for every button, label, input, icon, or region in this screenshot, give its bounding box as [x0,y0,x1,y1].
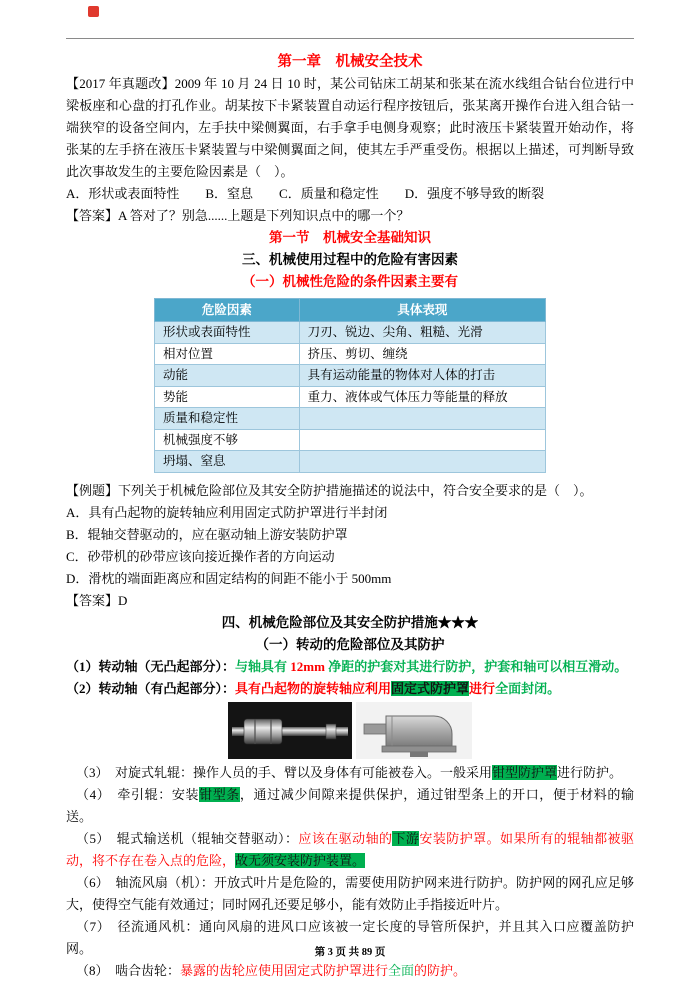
table-cell: 动能 [155,365,300,387]
header-divider [66,38,634,39]
protection-item-5 [66,828,634,872]
table-row [155,322,546,344]
table-cell: 相对位置 [155,343,300,365]
protection-item-8 [66,960,634,982]
table-row [155,365,546,387]
item8-label: （8） 啮合齿轮： [76,962,181,978]
table-cell: 机械强度不够 [155,429,300,451]
example-option-b: B．辊轴交替驱动的，应在驱动轴上游安装防护罩 [66,526,348,542]
item2-text-3: 全面封闭。 [495,680,561,696]
item8-text-2: 的防护。 [414,962,467,978]
item5-highlight: 下游 [392,830,420,846]
table-cell: 质量和稳定性 [155,408,300,430]
table-header-manifestation: 具体表现 [299,299,545,322]
item1-label: （1）转动轴（无凸起部分）： [66,658,236,674]
table-cell: 刀刃、锐边、尖角、粗糙、光滑 [299,322,545,344]
table-cell: 坍塌、窒息 [155,451,300,473]
table-cell [299,429,545,451]
item3-text: （3） 对旋式轧辊：操作人员的手、臂以及身体有可能被卷入。一般采用 [76,764,493,780]
page-number: 第 3 页 共 89 页 [314,947,386,958]
item8-text: 暴露的齿轮应使用固定式防护罩进行 [180,962,389,978]
table-cell [299,451,545,473]
topic3-subheading: （一）机械性危险的条件因素主要有 [242,274,458,289]
figures-row [66,702,634,759]
table-row [155,386,546,408]
item1-12mm: 12mm [290,658,325,674]
exam-2017-options: A．形状或表面特性 B．窒息 C．质量和稳定性 D．强度不够导致的断裂 [66,186,545,201]
protection-item-3 [66,762,634,784]
item4-highlight: 钳型条 [199,786,240,802]
item3-highlight: 钳型防护罩 [492,764,558,780]
section-title: 第一节 机械安全基础知识 [269,230,431,245]
table-row [155,429,546,451]
item3-text-2: 进行防护。 [557,764,623,780]
header-logo-mark [88,6,99,17]
protection-item-2 [66,678,634,700]
table-cell: 挤压、剪切、缠绕 [299,343,545,365]
chapter-title: 第一章 机械安全技术 [277,54,423,70]
topic4-subheading: （一）转动的危险部位及其防护 [255,636,445,652]
table-row [155,343,546,365]
protection-item-4 [66,784,634,828]
protection-item-1 [66,656,634,678]
item2-text: 具有凸起物的旋转轴应利用 [235,680,392,696]
exam-2017-stem: 【2017 年真题改】2009 年 10 月 24 日 10 时，某公司钻床工胡某和张某在流水线组合钻台位进行中梁板座和心盘的打孔作业。胡某按下卡紧装置自动运行程序按钮后，张某离开操作台进入组合钻一端狭窄的设备空间内，左手扶中梁侧翼面，右手拿手电侧身观察；此时液压卡紧装置开始动作，将张某的左手挤在液压卡紧装置与中梁侧翼面之间，使其左手严重受伤。根据以上描述，可判断导致此次事故发生的主要危险因素是（ ）。 [66,76,634,179]
item4-text: （4） 牵引辊：安装 [76,786,200,802]
item4-text-2: ，通过减少间隙来提供保护，通过钳型条上的开口，便于材料的输送。 [66,786,634,824]
table-cell: 形状或表面特性 [155,322,300,344]
exam-2017-answer: 【答案】A 答对了？别急......上题是下列知识点中的哪一个？ [66,208,410,223]
hazard-factor-table [154,298,546,473]
rotating-shaft-photo [228,702,352,759]
table-row [155,408,546,430]
example-answer: 【答案】D [66,592,128,608]
example-option-c: C．砂带机的砂带应该向接近操作者的方向运动 [66,548,335,564]
item5-highlight-2: 故无须安装防护装置。 [235,852,366,868]
example-option-d: D．滑枕的端面距离应和固定结构的间距不能小于 500mm [66,570,392,586]
topic4-heading: 四、机械危险部位及其安全防护措施★★★ [221,614,479,630]
table-cell: 具有运动能量的物体对人体的打击 [299,365,545,387]
example-stem: 【例题】下列关于机械危险部位及其安全防护措施描述的说法中，符合安全要求的是（ ）。 [66,482,593,498]
fixed-guard-illustration [356,702,472,759]
table-header-factor: 危险因素 [155,299,300,322]
table-cell: 势能 [155,386,300,408]
item5-label: （5） 辊式输送机（辊轴交替驱动）： [76,830,299,846]
table-cell: 重力、液体或气体压力等能量的释放 [299,386,545,408]
example-option-a: A．具有凸起物的旋转轴应利用固定式防护罩进行半封闭 [66,504,388,520]
item2-highlight: 固定式防护罩 [391,680,470,696]
topic3-heading: 三、机械使用过程中的危险有害因素 [242,252,458,267]
item1-text: 与轴具有 [235,658,291,674]
item5-text-2: 安装防护罩。如果所有的辊轴都被驱动，将不存在卷入点的危险， [66,830,634,868]
protection-item-6: （6） 轴流风扇（机）：开放式叶片是危险的，需要使用防护网来进行防护。防护网的网孔应足够大，使得空气能有效通过；同时网孔还要足够小，能有效防止手指接近叶片。 [66,874,634,912]
table-row [155,451,546,473]
item1-text-2: 净距的护套对其进行防护，护套和轴可以相互滑动。 [324,658,628,674]
table-header-row [155,299,546,322]
item2-text-2: 进行 [469,680,496,696]
item2-label: （2）转动轴（有凸起部分）： [66,680,236,696]
item8-green: 全面 [388,962,415,978]
table-cell [299,408,545,430]
item5-text: 应该在驱动轴的 [298,830,393,846]
protection-item-7: （7） 径流通风机：通向风扇的进风口应该被一定长度的导管所保护，并且其入口应覆盖防护网。 [66,918,634,956]
